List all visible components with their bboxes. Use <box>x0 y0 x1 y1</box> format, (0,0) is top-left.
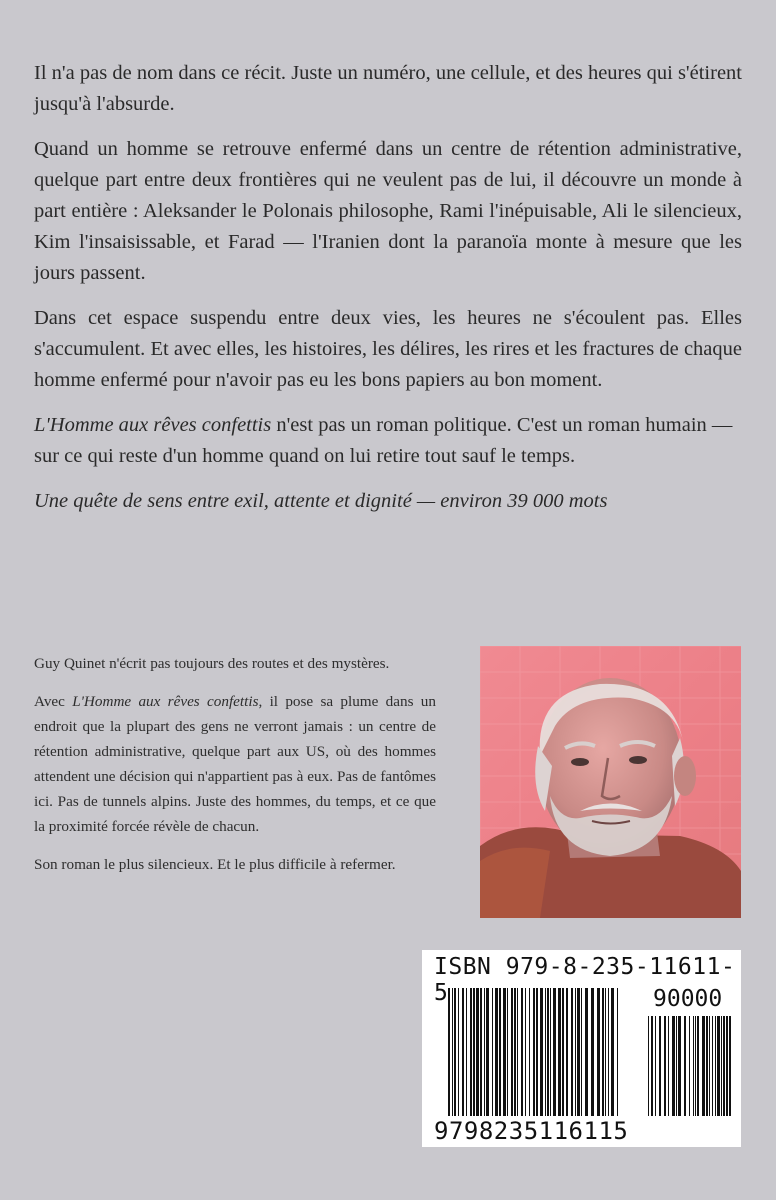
barcode-bar <box>591 988 594 1116</box>
barcode-bar <box>575 988 576 1116</box>
barcode-bar <box>484 988 485 1116</box>
barcode-bar <box>545 988 546 1116</box>
addon-bar <box>659 1016 661 1116</box>
blurb-paragraph-4 <box>34 410 742 472</box>
barcode-bar <box>473 988 475 1116</box>
barcode-bar <box>566 988 568 1116</box>
tagline-text: Une quête de sens entre exil, attente et dignité — environ 39 000 mots <box>34 490 608 512</box>
barcode-bar <box>452 988 453 1116</box>
addon-bar <box>668 1016 669 1116</box>
addon-bar <box>678 1016 681 1116</box>
author-portrait-image <box>480 646 741 918</box>
addon-bar <box>693 1016 694 1116</box>
blurb-paragraph-3: Dans cet espace suspendu entre deux vies, les heures ne s'écoulent pas. Elles s'accumulent. Et avec elles, les histoires, les délires, les rires et les fractures de chaque homme enfermé pour n'avoir pas eu les bons papiers au bon moment. <box>34 307 742 391</box>
barcode-bar <box>454 988 456 1116</box>
isbn-number: ISBN 979-8-235-11611-5 <box>434 954 736 1006</box>
barcode-bar <box>608 988 609 1116</box>
barcode-bar <box>617 988 618 1116</box>
barcode-bar <box>525 988 526 1116</box>
tagline <box>34 486 742 517</box>
barcode-bar <box>517 988 518 1116</box>
author-bio-p2-pre: Avec <box>34 693 73 710</box>
barcode-bar <box>577 988 580 1116</box>
blurb-paragraph-2: Quand un homme se retrouve enfermé dans un centre de rétention administrative, quelque part entre deux frontières qui ne veulent pas de lui, il découvre un monde à part entière : Aleksander le Polonais philosophe, Rami l'inépuisable, Ali le silencieux, Kim l'insaisissable, et Farad — l'Iranien dont la paranoïa monte à mesure que les jours passent. <box>34 138 742 284</box>
addon-bar <box>672 1016 675 1116</box>
addon-bar <box>702 1016 705 1116</box>
blurb-paragraph-1: Il n'a pas de nom dans ce récit. Juste un numéro, une cellule, et des heures qui s'étirent jusqu'à l'absurde. <box>34 62 742 115</box>
barcode-bar <box>547 988 549 1116</box>
barcode-bar <box>507 988 508 1116</box>
addon-bar <box>712 1016 713 1116</box>
addon-bar <box>706 1016 708 1116</box>
author-bio <box>34 651 436 890</box>
barcode-bar <box>458 988 459 1116</box>
barcode-bar <box>536 988 538 1116</box>
barcode-bar <box>486 988 489 1116</box>
addon-bar <box>721 1016 722 1116</box>
blurb-paragraph-4-text: n'est pas un roman politique. C'est un roman humain — sur ce qui reste d'un homme quand on lui retire tout sauf le temps. <box>34 414 733 467</box>
addon-bar <box>717 1016 720 1116</box>
addon-bar <box>651 1016 653 1116</box>
addon-bar <box>729 1016 731 1116</box>
author-bio-paragraph-3: Son roman le plus silencieux. Et le plus difficile à refermer. <box>34 856 396 873</box>
barcode-bar <box>466 988 467 1116</box>
barcode-bar <box>602 988 604 1116</box>
addon-bar <box>723 1016 725 1116</box>
barcode-bar <box>521 988 523 1116</box>
addon-bar <box>684 1016 686 1116</box>
author-bio-p2-rest: , il pose sa plume dans un endroit que la plupart des gens ne verront jamais : un centre de rétention administrative, quelque part aux US, où des hommes attendent une décision qui n'appartient pas à eux. Pas de fantômes ici. Pas de tunnels alpins. Juste des hommes, du temps, et ce que la proximité forcée révèle de chacun. <box>34 693 436 835</box>
barcode-bar <box>499 988 501 1116</box>
barcode-bar <box>581 988 582 1116</box>
barcode-bar <box>533 988 535 1116</box>
ean-number: 9798235116115 <box>434 1117 629 1145</box>
addon-bar <box>676 1016 677 1116</box>
barcode-bar <box>550 988 551 1116</box>
barcode-bar <box>514 988 516 1116</box>
barcode-bar <box>448 988 450 1116</box>
barcode-bar <box>503 988 506 1116</box>
barcode-bar <box>470 988 472 1116</box>
book-title-italic: L'Homme aux rêves confettis <box>34 414 272 436</box>
barcode-bar <box>511 988 513 1116</box>
barcode-bar <box>571 988 573 1116</box>
barcode-bar <box>553 988 556 1116</box>
barcode-bar <box>611 988 614 1116</box>
addon-bar <box>664 1016 666 1116</box>
addon-bar <box>648 1016 649 1116</box>
addon-bar <box>726 1016 728 1116</box>
addon-bar <box>689 1016 690 1116</box>
author-bio-paragraph-2 <box>34 689 436 839</box>
addon-bar <box>695 1016 696 1116</box>
author-bio-book-title: L'Homme aux rêves confettis <box>72 693 259 710</box>
barcode-bar <box>597 988 600 1116</box>
price-code: 90000 <box>653 986 723 1012</box>
barcode-bar <box>476 988 479 1116</box>
barcode-bar <box>558 988 561 1116</box>
author-bio-paragraph-1: Guy Quinet n'écrit pas toujours des routes et des mystères. <box>34 655 390 672</box>
barcode-bar <box>585 988 588 1116</box>
addon-bar <box>709 1016 710 1116</box>
addon-bar <box>655 1016 656 1116</box>
barcode-bar <box>480 988 482 1116</box>
addon-bar <box>715 1016 716 1116</box>
barcode-bar <box>495 988 498 1116</box>
back-cover-blurb <box>34 58 742 531</box>
barcode-bar <box>492 988 493 1116</box>
barcode-bar <box>562 988 564 1116</box>
barcode-bar <box>462 988 464 1116</box>
barcode-bar <box>529 988 530 1116</box>
barcode-bar <box>605 988 606 1116</box>
author-photo <box>480 646 741 918</box>
barcode-label <box>422 950 741 1147</box>
barcode-bar <box>540 988 543 1116</box>
addon-bar <box>697 1016 699 1116</box>
